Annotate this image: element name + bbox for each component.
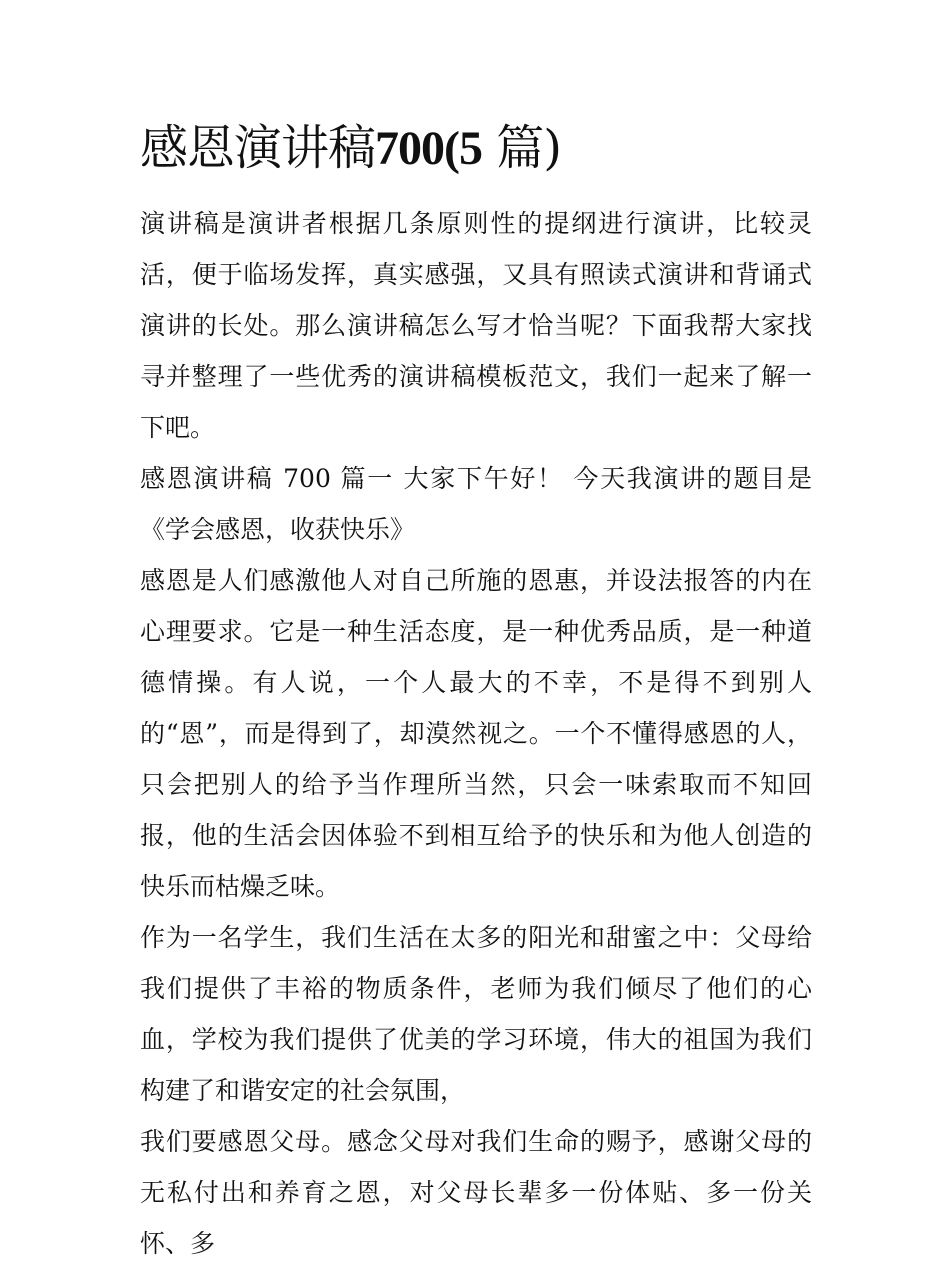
document-body (140, 198, 812, 1269)
paragraph-speech-opening: 感恩演讲稿 700 篇一 大家下午好！ 今天我演讲的题目是《学会感恩，收获快乐》 (140, 464, 812, 544)
paragraph-intro: 演讲稿是演讲者根据几条原则性的提纲进行演讲，比较灵活，便于临场发挥，真实感强，又具有照读式演讲和背诵式演讲的长处。那么演讲稿怎么写才恰当呢？下面我帮大家找寻并整理了一些优秀的演讲稿模板范文，我们一起来了解一下吧。 (140, 209, 812, 442)
title-cjk: 感恩演讲稿 (140, 120, 376, 176)
document-title (140, 118, 561, 179)
title-number: 700(5 (375, 122, 482, 175)
paragraph-thank-parents: 我们要感恩父母。感念父母对我们生命的赐予，感谢父母的无私付出和养育之恩，对父母长辈多一份体贴、多一份关怀、多 (140, 1127, 812, 1258)
paragraph-student-life: 作为一名学生，我们生活在太多的阳光和甜蜜之中：父母给我们提供了丰裕的物质条件，老师为我们倾尽了他们的心血，学校为我们提供了优美的学习环境，伟大的祖国为我们构建了和谐安定的社会氛围， (140, 923, 812, 1105)
title-suffix: 篇) (496, 120, 561, 176)
paragraph-gratitude-definition: 感恩是人们感激他人对自己所施的恩惠，并设法报答的内在心理要求。它是一种生活态度，是一种优秀品质，是一种道德情操。有人说，一个人最大的不幸，不是得不到别人的“恩”，而是得到了，却漠然视之。一个不懂得感恩的人，只会把别人的给予当作理所当然，只会一味索取而不知回报，他的生活会因体验不到相互给予的快乐和为他人创造的快乐而枯燥乏味。 (140, 566, 812, 901)
